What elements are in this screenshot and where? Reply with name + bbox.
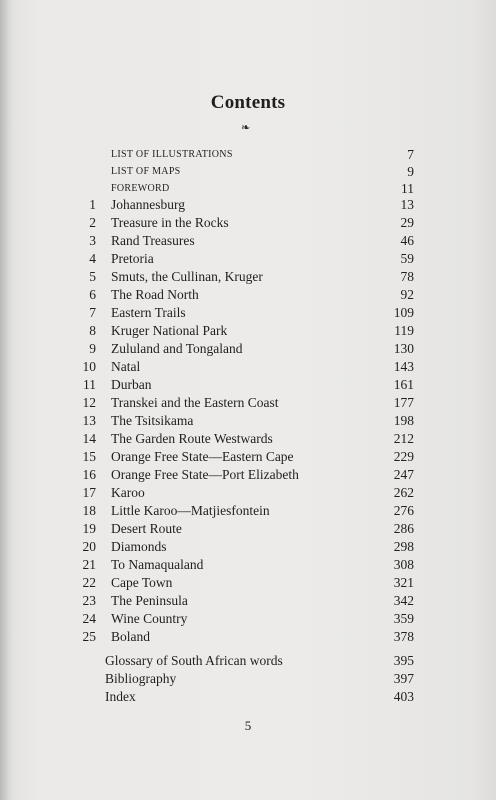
toc-entry-index — [0, 688, 496, 706]
chapter-page: 130 — [393, 341, 414, 356]
chapter-page: 92 — [400, 287, 414, 302]
chapter-page: 59 — [400, 251, 414, 266]
chapter-page: 298 — [393, 539, 414, 554]
entry-label: LIST OF MAPS — [111, 166, 181, 177]
chapter-number: 19 — [82, 521, 96, 536]
chapter-number: 4 — [89, 251, 96, 266]
chapter-title: Treasure in the Rocks — [111, 215, 229, 230]
toc-chapter-row — [0, 448, 496, 466]
chapter-number: 7 — [89, 305, 96, 320]
toc-chapter-row — [0, 520, 496, 538]
toc-chapter-row — [0, 340, 496, 358]
toc-entry-illustrations — [0, 146, 496, 164]
chapter-number: 17 — [82, 485, 96, 500]
chapter-number: 6 — [89, 287, 96, 302]
chapter-page: 276 — [393, 503, 414, 518]
chapter-title: Eastern Trails — [111, 305, 186, 320]
chapter-title: Orange Free State—Port Elizabeth — [111, 467, 299, 482]
chapter-title: Natal — [111, 359, 141, 374]
toc-chapter-row — [0, 502, 496, 520]
chapter-number: 9 — [89, 341, 96, 356]
chapter-number: 11 — [83, 377, 96, 392]
chapter-page: 161 — [393, 377, 414, 392]
toc-chapter-row — [0, 610, 496, 628]
chapter-title: The Garden Route Westwards — [111, 431, 273, 446]
chapter-number: 8 — [89, 323, 96, 338]
chapter-number: 20 — [82, 539, 96, 554]
toc-chapter-row — [0, 466, 496, 484]
entry-label: LIST OF ILLUSTRATIONS — [111, 149, 233, 160]
chapter-title: Karoo — [111, 485, 145, 500]
chapter-title: Durban — [111, 377, 152, 392]
chapter-page: 262 — [393, 485, 414, 500]
chapter-number: 12 — [82, 395, 96, 410]
page-number: 5 — [244, 718, 252, 733]
chapter-page: 359 — [393, 611, 414, 626]
toc-chapter-row — [0, 286, 496, 304]
toc-chapter-row — [0, 358, 496, 376]
chapter-page: 229 — [393, 449, 414, 464]
chapter-title: Rand Treasures — [111, 233, 195, 248]
toc-chapter-row — [0, 574, 496, 592]
chapter-title: Kruger National Park — [111, 323, 228, 338]
chapter-page: 342 — [393, 593, 414, 608]
chapter-title: Johannesburg — [111, 197, 185, 212]
chapter-number: 5 — [89, 269, 96, 284]
chapter-title: Cape Town — [111, 575, 173, 590]
chapter-title: Diamonds — [111, 539, 167, 554]
chapter-title: The Peninsula — [111, 593, 188, 608]
toc-chapter-row — [0, 322, 496, 340]
chapter-title: Transkei and the Eastern Coast — [111, 395, 279, 410]
chapter-number: 23 — [82, 593, 96, 608]
entry-page: 7 — [407, 147, 414, 162]
chapter-title: Smuts, the Cullinan, Kruger — [111, 269, 263, 284]
toc-chapter-row — [0, 376, 496, 394]
chapter-title: The Tsitsikama — [111, 413, 194, 428]
chapter-page: 29 — [400, 215, 414, 230]
toc-chapter-row — [0, 232, 496, 250]
toc-chapter-row — [0, 556, 496, 574]
chapter-number: 16 — [82, 467, 96, 482]
chapter-page: 286 — [393, 521, 414, 536]
toc-chapter-row — [0, 304, 496, 322]
toc-chapter-row — [0, 250, 496, 268]
chapter-number: 21 — [82, 557, 96, 572]
entry-label: Bibliography — [105, 671, 177, 686]
chapter-number: 13 — [82, 413, 96, 428]
chapter-page: 198 — [393, 413, 414, 428]
chapter-title: The Road North — [111, 287, 199, 302]
chapter-number: 1 — [89, 197, 96, 212]
toc-entry-maps — [0, 163, 496, 181]
chapter-number: 24 — [82, 611, 96, 626]
chapter-number: 22 — [82, 575, 96, 590]
toc-chapter-row — [0, 628, 496, 646]
entry-label: FOREWORD — [111, 183, 170, 194]
chapter-title: Desert Route — [111, 521, 182, 536]
toc-chapter-row — [0, 538, 496, 556]
page-title: Contents — [210, 92, 286, 113]
toc-entry-bibliography — [0, 670, 496, 688]
chapter-number: 14 — [82, 431, 96, 446]
chapter-title: Zululand and Tongaland — [111, 341, 243, 356]
chapter-page: 177 — [393, 395, 414, 410]
toc-entry-glossary — [0, 652, 496, 670]
chapter-page: 308 — [393, 557, 414, 572]
chapter-page: 119 — [394, 323, 414, 338]
chapter-page: 321 — [393, 575, 414, 590]
entry-page: 403 — [393, 689, 414, 704]
leaf-ornament-icon: ❧ — [241, 122, 251, 134]
entry-label: Glossary of South African words — [105, 653, 283, 668]
chapter-page: 46 — [400, 233, 414, 248]
chapter-title: Little Karoo—Matjiesfontein — [111, 503, 270, 518]
toc-chapter-row — [0, 394, 496, 412]
chapter-number: 15 — [82, 449, 96, 464]
chapter-title: Orange Free State—Eastern Cape — [111, 449, 294, 464]
chapter-page: 378 — [393, 629, 414, 644]
chapter-number: 18 — [82, 503, 96, 518]
toc-chapter-row — [0, 214, 496, 232]
chapter-page: 143 — [393, 359, 414, 374]
chapter-page: 78 — [400, 269, 414, 284]
chapter-page: 212 — [393, 431, 414, 446]
chapter-page: 109 — [393, 305, 414, 320]
chapter-page: 13 — [400, 197, 414, 212]
chapter-title: Wine Country — [111, 611, 188, 626]
chapter-number: 10 — [82, 359, 96, 374]
entry-page: 11 — [401, 181, 414, 196]
chapter-number: 2 — [89, 215, 96, 230]
toc-chapter-row — [0, 592, 496, 610]
chapter-title: Pretoria — [111, 251, 154, 266]
chapter-number: 25 — [82, 629, 96, 644]
toc-chapter-row — [0, 430, 496, 448]
entry-label: Index — [105, 689, 136, 704]
chapter-number: 3 — [89, 233, 96, 248]
toc-chapter-row — [0, 484, 496, 502]
chapter-title: Boland — [111, 629, 150, 644]
toc-chapter-row — [0, 268, 496, 286]
chapter-title: To Namaqualand — [111, 557, 204, 572]
toc-chapter-row — [0, 196, 496, 214]
entry-page: 397 — [393, 671, 414, 686]
entry-page: 395 — [393, 653, 414, 668]
entry-page: 9 — [407, 164, 414, 179]
chapter-page: 247 — [393, 467, 414, 482]
toc-chapter-row — [0, 412, 496, 430]
